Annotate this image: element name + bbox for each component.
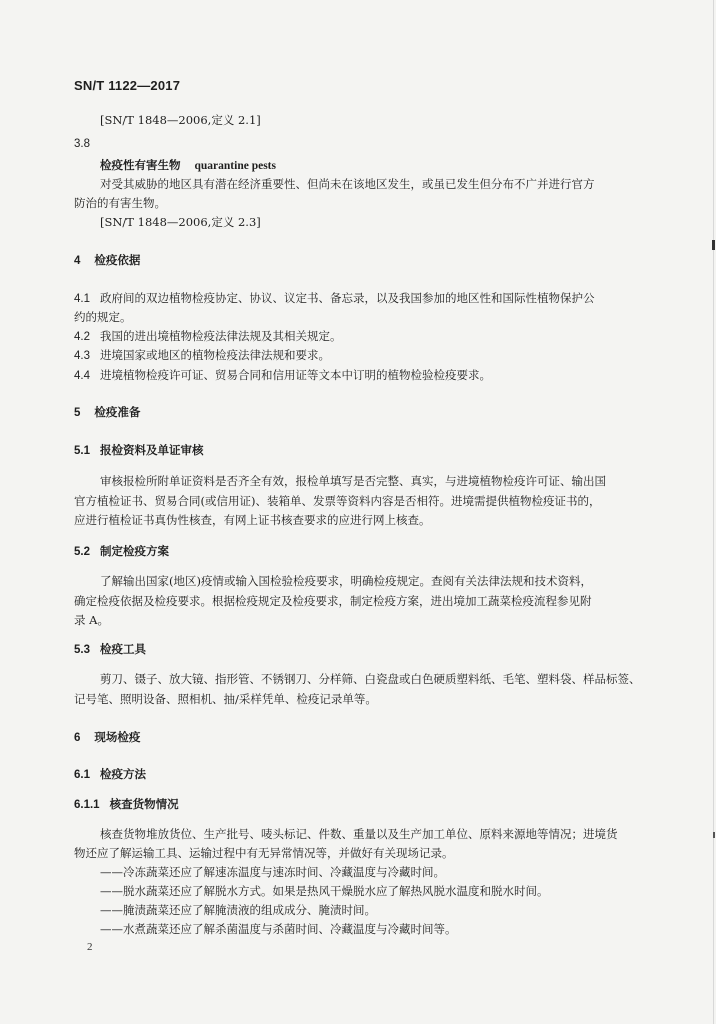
paragraph-line: 物还应了解运输工具、运输过程中有无异常情况等，并做好有关现场记录。 bbox=[74, 846, 454, 860]
paragraph-line: 应进行植检证书真伪性核查，有网上证书核查要求的应进行网上核查。 bbox=[74, 513, 431, 527]
subsection-heading bbox=[74, 642, 146, 657]
clause bbox=[74, 291, 595, 306]
reference-note: [SN/T 1848—2006,定义 2.1] bbox=[100, 113, 261, 127]
subsection-heading bbox=[74, 544, 169, 559]
clause bbox=[74, 368, 491, 383]
clause-number: 3.8 bbox=[74, 138, 90, 150]
paragraph-line: 审核报检所附单证资料是否齐全有效，报检单填写是否完整、真实，与进境植物检疫许可证、输出国 bbox=[100, 474, 606, 488]
term-zh: 检疫性有害生物 bbox=[100, 160, 181, 172]
scan-edge bbox=[713, 0, 714, 1024]
clause-number: 6.1.1 bbox=[74, 799, 100, 811]
paragraph-line: 确定检疫依据及检疫要求。根据检疫规定及检疫要求，制定检疫方案，进出境加工蔬菜检疫流程参见附 bbox=[74, 594, 592, 608]
section-heading bbox=[74, 253, 140, 268]
term-en: quarantine pests bbox=[194, 160, 276, 172]
document-code: SN/T 1122—2017 bbox=[74, 78, 181, 93]
clause-text: 进境植物检疫许可证、贸易合同和信用证等文本中订明的植物检验检疫要求。 bbox=[100, 368, 491, 382]
clause-number: 6.1 bbox=[74, 769, 90, 781]
definition-text: 对受其威胁的地区具有潜在经济重要性、但尚未在该地区发生，或虽已发生但分布不广并进行官方 bbox=[100, 177, 595, 191]
subsection-title: 核查货物情况 bbox=[109, 799, 179, 811]
clause bbox=[74, 348, 330, 363]
term-heading bbox=[100, 158, 276, 173]
paragraph-line: 录 A。 bbox=[74, 613, 109, 627]
clause-text: 进境国家或地区的植物检疫法律法规和要求。 bbox=[100, 348, 330, 362]
subsection-title: 制定检疫方案 bbox=[100, 546, 169, 558]
section-heading bbox=[74, 730, 140, 745]
clause-number: 4.2 bbox=[74, 331, 90, 343]
paragraph-line: 剪刀、镊子、放大镜、指形管、不锈钢刀、分样筛、白瓷盘或白色硬质塑料纸、毛笔、塑料袋、样品标签、 bbox=[100, 672, 641, 686]
dash-list-item: ——腌渍蔬菜还应了解腌渍液的组成成分、腌渍时间。 bbox=[100, 903, 376, 917]
clause-number: 5.1 bbox=[74, 445, 90, 457]
subsection-title: 检疫方法 bbox=[100, 769, 146, 781]
dash-list-item: ——脱水蔬菜还应了解脱水方式。如果是热风干燥脱水应了解热风脱水温度和脱水时间。 bbox=[100, 884, 549, 898]
subsection-title: 报检资料及单证审核 bbox=[100, 445, 204, 457]
subsection-heading bbox=[74, 797, 179, 812]
clause-number: 4.3 bbox=[74, 350, 90, 362]
section-number: 6 bbox=[74, 732, 81, 744]
scan-mark bbox=[713, 832, 715, 838]
dash-list-item: ——冷冻蔬菜还应了解速冻温度与速冻时间、冷藏温度与冷藏时间。 bbox=[100, 865, 445, 879]
clause-text: 约的规定。 bbox=[74, 310, 132, 324]
dash-list-item: ——水煮蔬菜还应了解杀菌温度与杀菌时间、冷藏温度与冷藏时间等。 bbox=[100, 922, 457, 936]
clause-number: 5.2 bbox=[74, 546, 90, 558]
clause-text: 政府间的双边植物检疫协定、协议、议定书、备忘录，以及我国参加的地区性和国际性植物保护公 bbox=[100, 291, 595, 305]
paragraph-line: 记号笔、照明设备、照相机、抽/采样凭单、检疫记录单等。 bbox=[74, 692, 377, 706]
reference-note: [SN/T 1848—2006,定义 2.3] bbox=[100, 215, 261, 229]
section-heading bbox=[74, 405, 140, 420]
clause bbox=[74, 329, 342, 344]
clause-number: 5.3 bbox=[74, 644, 90, 656]
scan-mark bbox=[712, 240, 715, 250]
subsection-title: 检疫工具 bbox=[100, 644, 146, 656]
page-number: 2 bbox=[87, 941, 93, 953]
paragraph-line: 了解输出国家(地区)疫情或输入国检验检疫要求，明确检疫规定。查阅有关法律法规和技术资料， bbox=[100, 574, 592, 588]
section-title: 检疫依据 bbox=[94, 255, 141, 267]
clause-number: 4.1 bbox=[74, 293, 90, 305]
section-title: 现场检疫 bbox=[94, 732, 141, 744]
clause-text: 我国的进出境植物检疫法律法规及其相关规定。 bbox=[100, 329, 342, 343]
definition-text: 防治的有害生物。 bbox=[74, 196, 166, 210]
paragraph-line: 核查货物堆放货位、生产批号、唛头标记、件数、重量以及生产加工单位、原料来源地等情况；进境货 bbox=[100, 827, 618, 841]
section-number: 4 bbox=[74, 255, 81, 267]
section-number: 5 bbox=[74, 407, 81, 419]
clause-number: 4.4 bbox=[74, 370, 90, 382]
section-title: 检疫准备 bbox=[94, 407, 141, 419]
subsection-heading bbox=[74, 443, 204, 458]
subsection-heading bbox=[74, 767, 146, 782]
paragraph-line: 官方植检证书、贸易合同(或信用证)、装箱单、发票等资料内容是否相符。进境需提供植物检疫证书的， bbox=[74, 494, 601, 508]
